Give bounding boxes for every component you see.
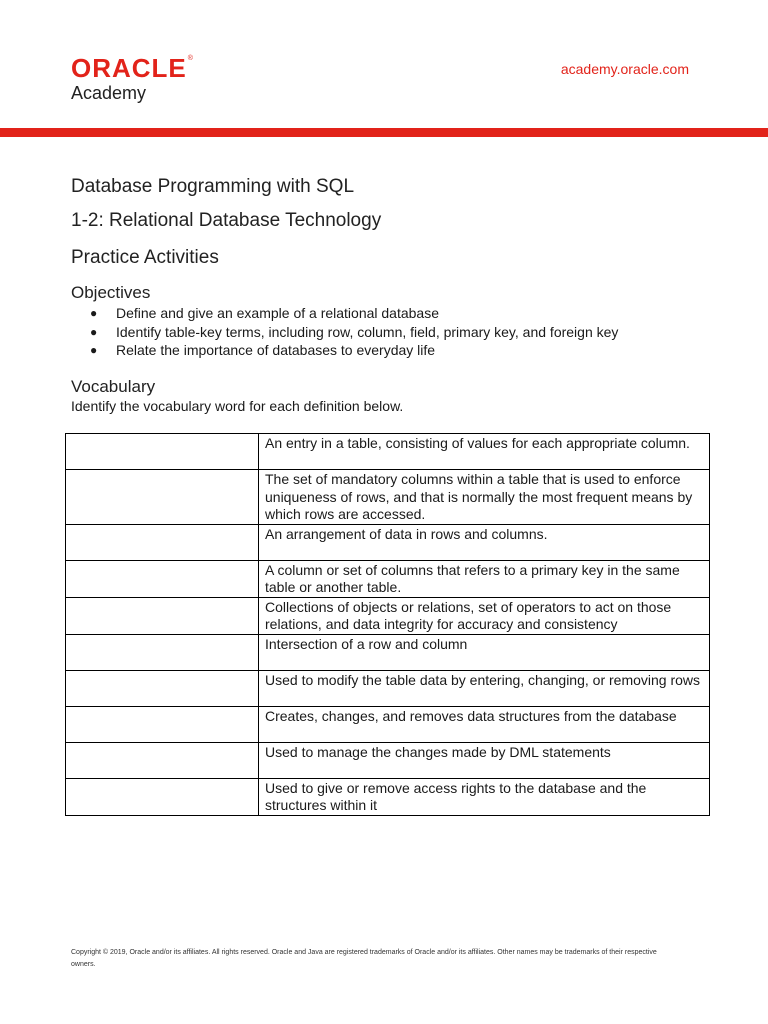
table-row <box>66 742 710 778</box>
objectives-heading: Objectives <box>71 283 151 302</box>
objective-text: Define and give an example of a relational database <box>116 305 439 321</box>
registered-mark: ® <box>187 55 194 62</box>
term-answer-cell[interactable] <box>66 634 259 670</box>
table-row <box>66 778 710 815</box>
copyright-footer: Copyright © 2019, Oracle and/or its affiliates. All rights reserved. Oracle and Java are registered trademarks of Oracle and/or its affiliates. Other names may be trademarks of their respective owners. <box>71 949 657 968</box>
vocabulary-intro: Identify the vocabulary word for each definition below. <box>71 398 404 414</box>
table-row <box>66 706 710 742</box>
term-answer-cell[interactable] <box>66 470 259 525</box>
term-answer-cell[interactable] <box>66 524 259 560</box>
term-answer-cell[interactable] <box>66 778 259 815</box>
objectives-list <box>90 304 618 360</box>
course-title: Database Programming with SQL <box>71 176 355 197</box>
term-answer-cell[interactable] <box>66 742 259 778</box>
table-row <box>66 597 710 634</box>
definition-cell: The set of mandatory columns within a table that is used to enforce uniqueness of rows, and that is normally the most frequent means by which rows are accessed. <box>259 470 710 525</box>
definition-cell: Intersection of a row and column <box>259 634 710 670</box>
table-row <box>66 470 710 525</box>
table-row <box>66 560 710 597</box>
oracle-logo-text: ORACLE <box>71 53 187 83</box>
academy-logo-text: Academy <box>71 83 147 103</box>
term-answer-cell[interactable] <box>66 597 259 634</box>
table-row <box>66 524 710 560</box>
term-answer-cell[interactable] <box>66 706 259 742</box>
bullet-icon: ● <box>90 324 98 339</box>
section-title: Practice Activities <box>71 247 219 268</box>
vocabulary-heading: Vocabulary <box>71 377 156 396</box>
table-row <box>66 670 710 706</box>
definition-cell: A column or set of columns that refers to a primary key in the same table or another table. <box>259 560 710 597</box>
definition-cell: Used to modify the table data by entering, changing, or removing rows <box>259 670 710 706</box>
term-answer-cell[interactable] <box>66 670 259 706</box>
definition-cell: An entry in a table, consisting of values for each appropriate column. <box>259 434 710 470</box>
table-row <box>66 634 710 670</box>
vocabulary-table <box>65 433 710 816</box>
oracle-logo <box>71 55 194 81</box>
objective-item <box>90 304 618 323</box>
objective-text: Relate the importance of databases to everyday life <box>116 342 436 358</box>
table-row <box>66 434 710 470</box>
definition-cell: An arrangement of data in rows and columns. <box>259 524 710 560</box>
definition-cell: Used to give or remove access rights to the database and the structures within it <box>259 778 710 815</box>
header-divider-band <box>0 128 768 137</box>
term-answer-cell[interactable] <box>66 434 259 470</box>
term-answer-cell[interactable] <box>66 560 259 597</box>
objective-item <box>90 323 618 342</box>
definition-cell: Used to manage the changes made by DML statements <box>259 742 710 778</box>
objective-item <box>90 341 618 360</box>
definition-cell: Collections of objects or relations, set of operators to act on those relations, and data integrity for accuracy and consistency <box>259 597 710 634</box>
definition-cell: Creates, changes, and removes data structures from the database <box>259 706 710 742</box>
bullet-icon: ● <box>90 306 98 320</box>
bullet-icon: ● <box>90 343 98 357</box>
objective-text: Identify table-key terms, including row, column, field, primary key, and foreign key <box>116 323 619 340</box>
site-url-link[interactable]: academy.oracle.com <box>560 61 689 77</box>
lesson-title: 1-2: Relational Database Technology <box>71 210 382 231</box>
